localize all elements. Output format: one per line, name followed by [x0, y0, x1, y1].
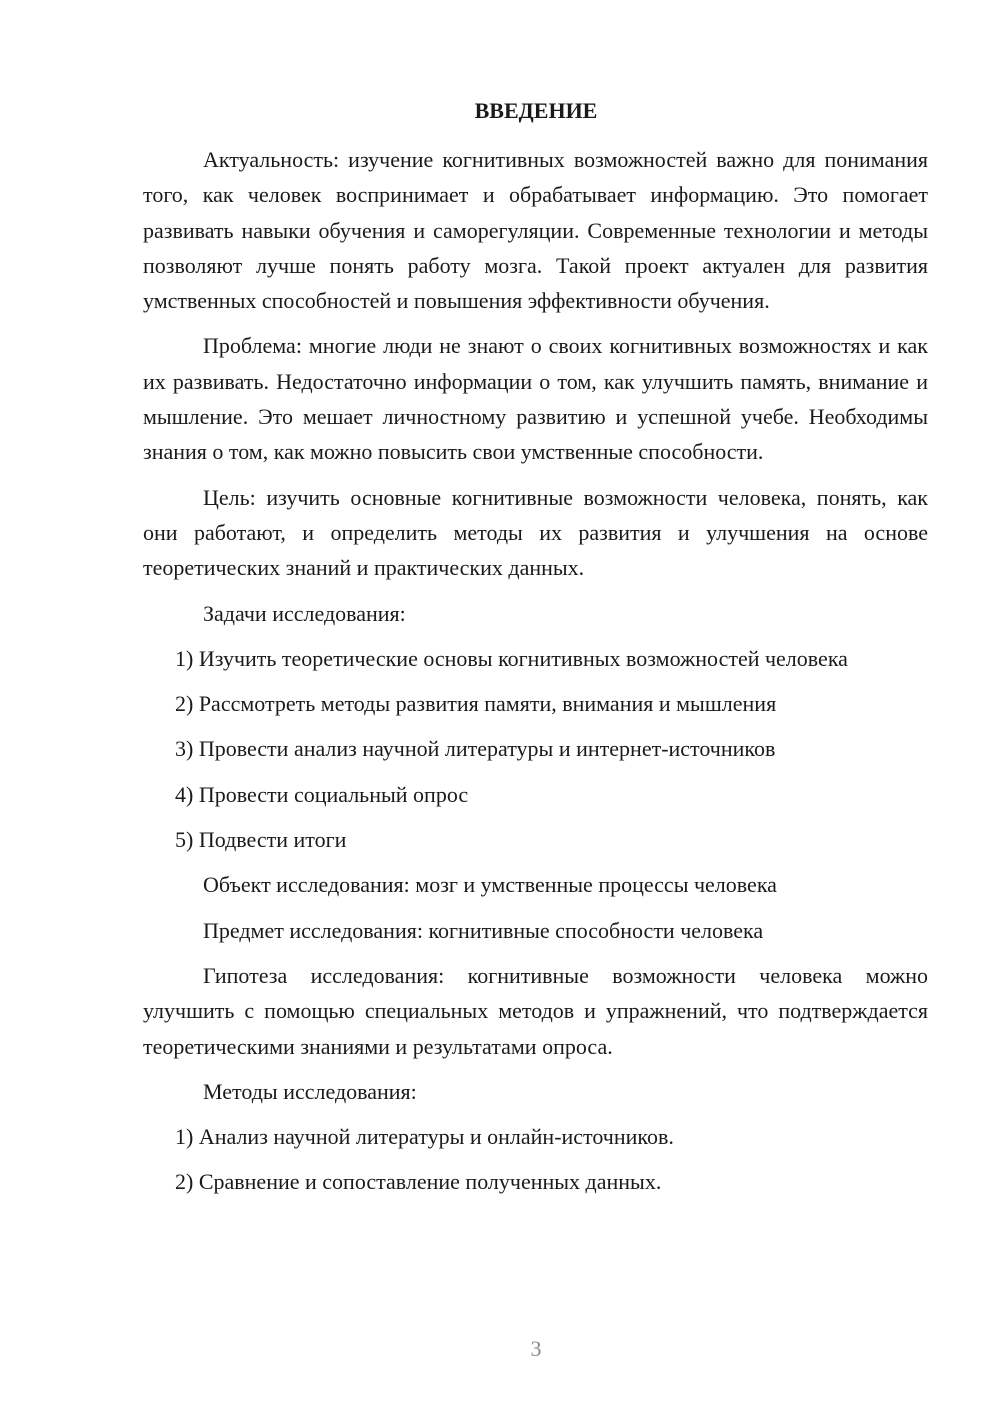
research-subject: Предмет исследования: когнитивные способности человека [203, 917, 764, 943]
method-item-1: 1) Анализ научной литературы и онлайн-источников. [175, 1124, 674, 1150]
task-item-2: 2) Рассмотреть методы развития памяти, внимания и мышления [175, 691, 777, 717]
task-item-1: 1) Изучить теоретические основы когнитивных возможностей человека [175, 645, 848, 671]
problem-paragraph: Проблема: многие люди не знают о своих когнитивных возможностях и как их развивать. Недостаточно информации о том, как улучшить память, внимание и мышление. Это мешает личностному развитию и успешной учебе. Необходимы знания о том, как можно повысить свои умственные способности. [143, 333, 928, 465]
methods-heading: Методы исследования: [203, 1078, 417, 1104]
tasks-heading: Задачи исследования: [203, 600, 406, 626]
page-number: 3 [530, 1336, 542, 1361]
methods-list [143, 1119, 928, 1200]
hypothesis-paragraph: Гипотеза исследования: когнитивные возможности человека можно улучшить с помощью специальных методов и упражнений, что подтверждается теоретическими знаниями и результатами опроса. [143, 962, 928, 1059]
method-item-2: 2) Сравнение и сопоставление полученных данных. [175, 1169, 662, 1195]
task-item-4: 4) Провести социальный опрос [175, 781, 469, 807]
document-body [143, 142, 928, 1210]
goal-paragraph: Цель: изучить основные когнитивные возможности человека, понять, как они работают, и определить методы их развития и улучшения на основе теоретических знаний и практических данных. [143, 484, 928, 581]
tasks-list [143, 641, 928, 857]
page-title: ВВЕДЕНИЕ [474, 98, 598, 123]
research-object: Объект исследования: мозг и умственные процессы человека [203, 872, 777, 898]
task-item-3: 3) Провести анализ научной литературы и интернет-источников [175, 736, 776, 762]
task-item-5: 5) Подвести итоги [175, 827, 347, 853]
relevance-paragraph: Актуальность: изучение когнитивных возможностей важно для понимания того, как человек воспринимает и обрабатывает информацию. Это помогает развивать навыки обучения и саморегуляции. Современные технологии и методы позволяют лучше понять работу мозга. Такой проект актуален для развития умственных способностей и повышения эффективности обучения. [143, 147, 928, 314]
